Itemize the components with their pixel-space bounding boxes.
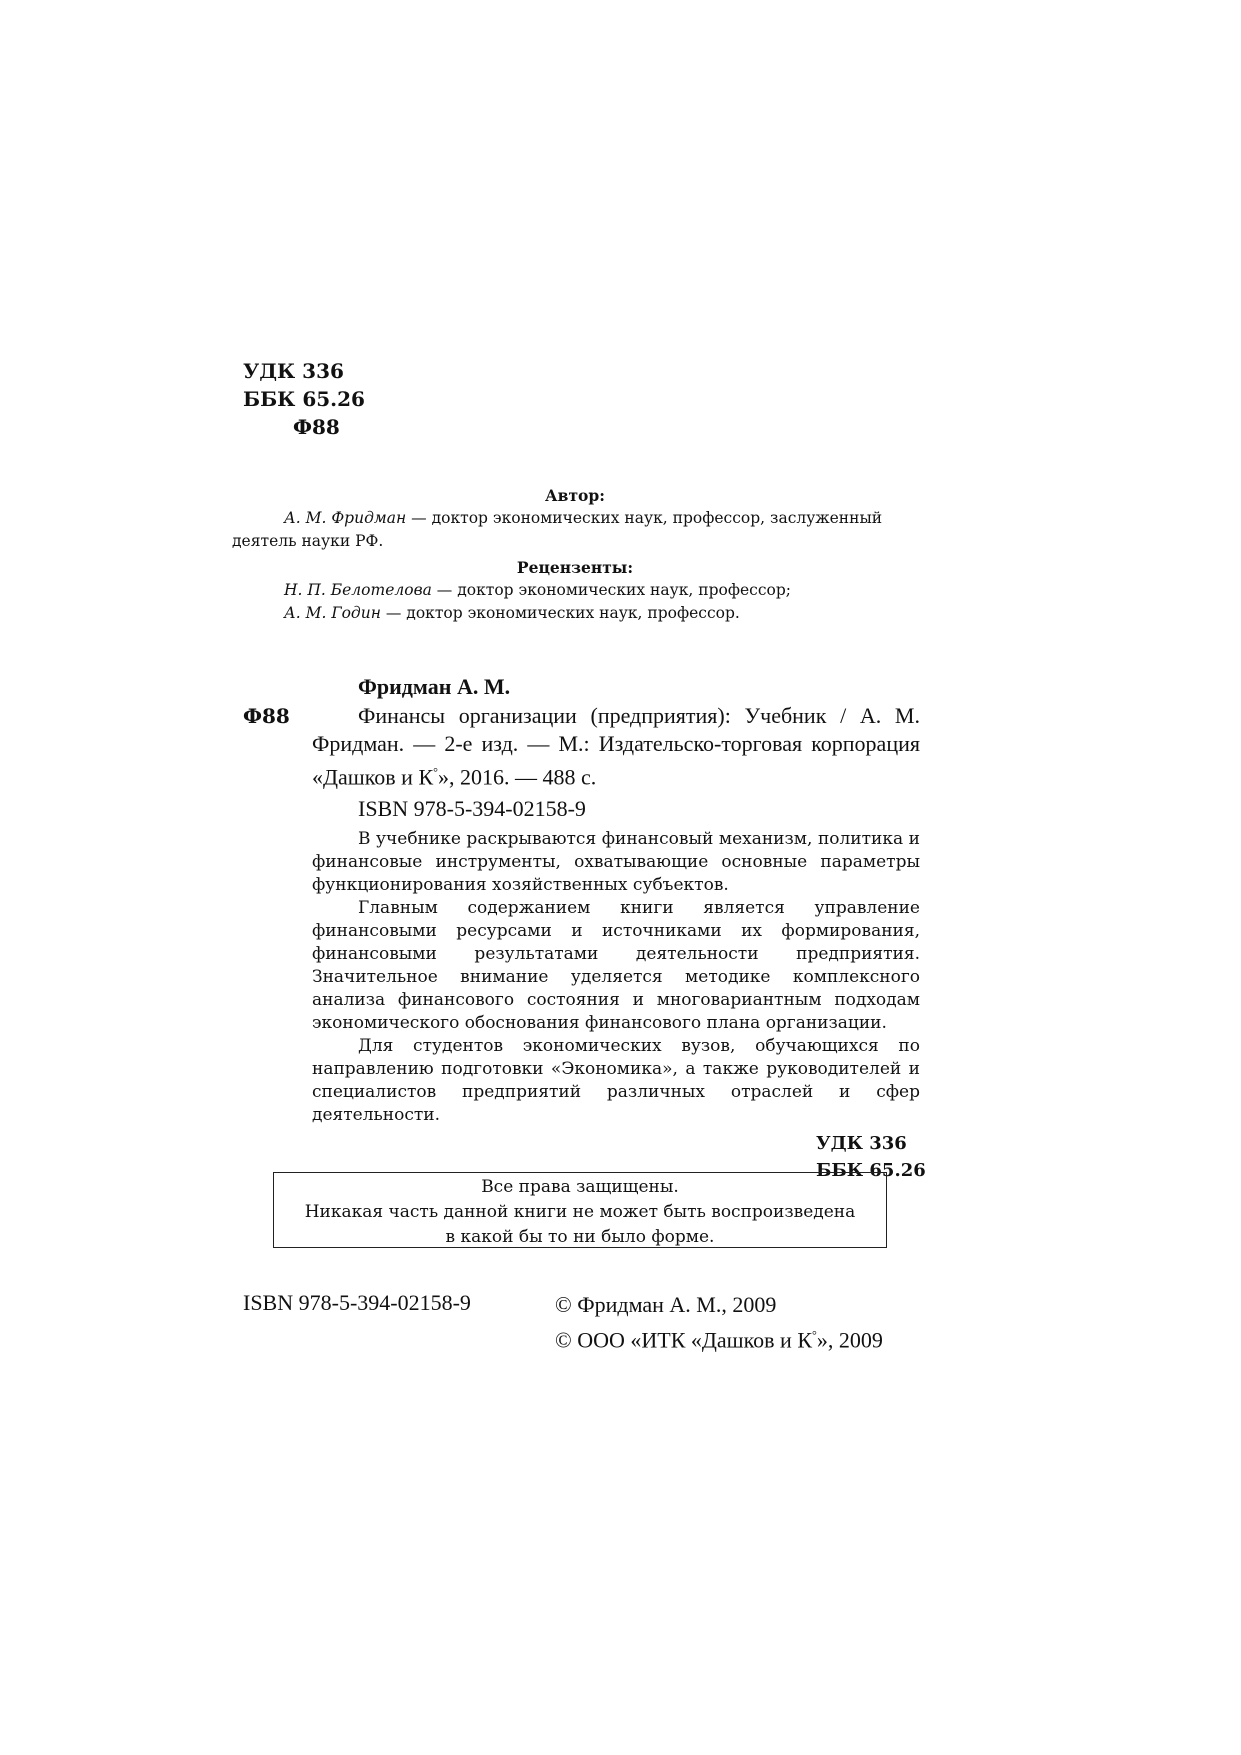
author-heading: Автор:	[545, 486, 605, 505]
reviewer-1-name: Н. П. Белотелова	[284, 581, 432, 599]
cutter-code: Ф88	[293, 415, 340, 439]
bbk-code: ББК 65.26	[243, 387, 365, 411]
annotation	[312, 828, 920, 1127]
udk-code-footer: УДК 336	[816, 1133, 907, 1154]
record-author: Фридман А. М.	[358, 674, 511, 699]
udk-code: УДК 336	[243, 359, 344, 383]
copyright-block	[555, 1290, 883, 1355]
bbk-code-footer: ББК 65.26	[816, 1160, 926, 1181]
author-credit	[232, 507, 918, 553]
footer-isbn: ISBN 978-5-394-02158-9	[243, 1290, 471, 1315]
reviewer-1-desc: — доктор экономических наук, профессор;	[431, 581, 792, 599]
reviewers-heading: Рецензенты:	[516, 558, 634, 577]
record-body	[312, 702, 920, 791]
reviewer-2-name: А. М. Годин	[284, 604, 381, 622]
annotation-paragraph-3: Для студентов экономических вузов, обучающихся по направлению подготовки «Экономика», а также руководителей и специалистов предприятий различных отраслей и сфер деятельности.	[312, 1036, 920, 1125]
copyright-publisher-main: © ООО «ИТК «Дашков и К	[555, 1327, 812, 1353]
copyright-publisher-end: », 2009	[816, 1327, 883, 1353]
author-credit-desc: — доктор экономических наук, профессор, заслуженный деятель науки РФ.	[232, 509, 883, 550]
author-credit-name: А. М. Фридман	[284, 509, 407, 527]
copyright-author: © Фридман А. М., 2009	[555, 1292, 777, 1317]
copyright-publisher	[555, 1320, 883, 1355]
record-body-end: », 2016. — 488 с.	[437, 764, 597, 790]
annotation-paragraph-2: Главным содержанием книги является управление финансовыми ресурсами и источниками их формирования, финансовыми результатами деятельности предприятия. Значительное внимание уделяется методике комплексного анализа финансового состояния и многовариантным подходам экономического обоснования финансового плана организации.	[312, 898, 920, 1033]
record-body-main: Финансы организации (предприятия): Учебник / А. М. Фридман. — 2-е изд. — М.: Издательско-торговая корпорация «Дашков и К	[312, 703, 920, 790]
rights-line-3: в какой бы то ни было форме.	[445, 1227, 715, 1247]
rights-line-1: Все права защищены.	[481, 1177, 679, 1197]
reviewer-1	[232, 579, 918, 602]
classification-block	[243, 357, 365, 441]
record-isbn: ISBN 978-5-394-02158-9	[358, 796, 586, 821]
record-cutter: Ф88	[243, 704, 290, 728]
annotation-paragraph-1: В учебнике раскрываются финансовый механизм, политика и финансовые инструменты, охватывающие основные параметры функционирования хозяйственных субъектов.	[312, 829, 920, 895]
copyright-degree-sign: °	[812, 1328, 817, 1342]
degree-sign: °	[433, 765, 438, 779]
reviewer-2	[232, 602, 918, 625]
rights-line-2: Никакая часть данной книги не может быть воспроизведена	[304, 1202, 856, 1222]
credits-block	[232, 484, 918, 625]
reviewer-2-desc: — доктор экономических наук, профессор.	[380, 604, 740, 622]
rights-notice-box	[273, 1172, 887, 1248]
